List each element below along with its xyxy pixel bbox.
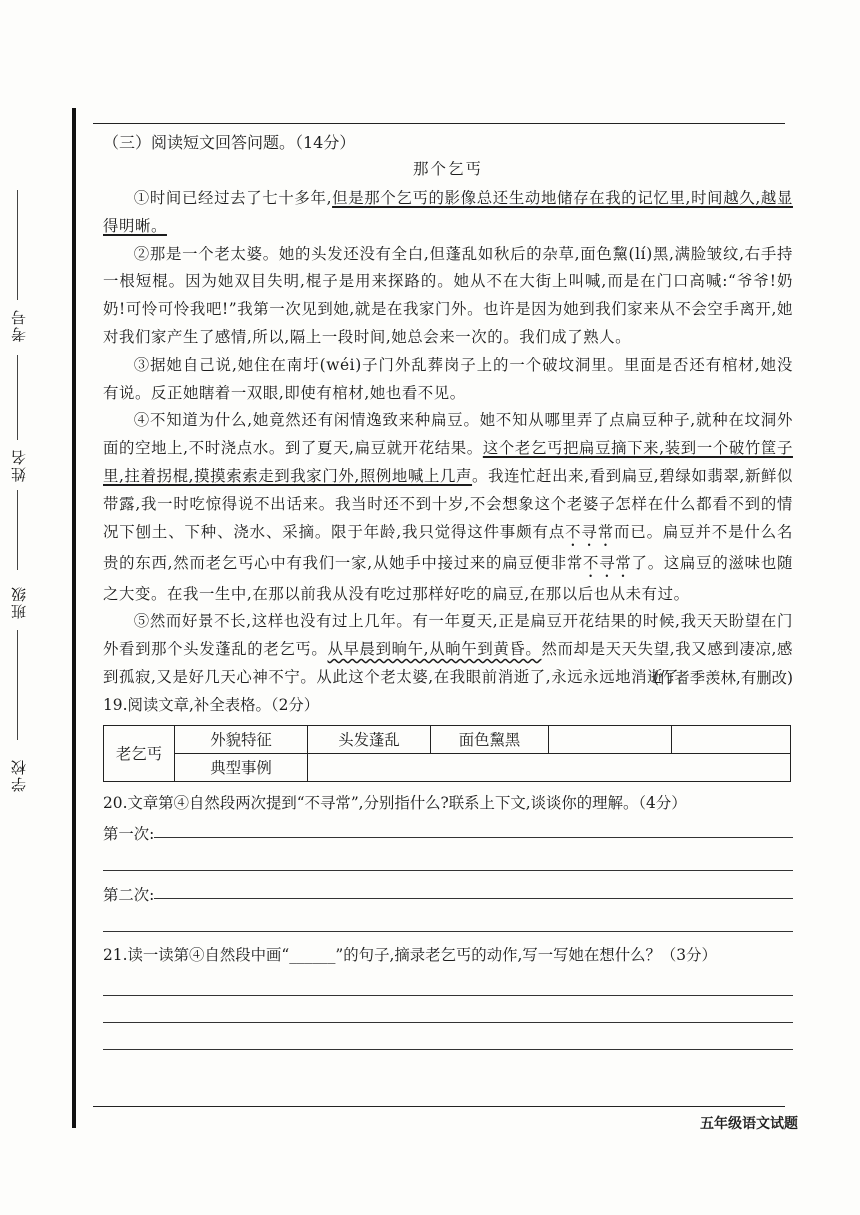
answer-line[interactable] — [103, 969, 793, 996]
name-label: 姓名 — [10, 448, 28, 482]
second-answer-line[interactable] — [154, 897, 793, 899]
answer-line[interactable] — [103, 905, 793, 932]
first-answer-row — [103, 817, 793, 844]
answer-cell-1[interactable] — [549, 725, 672, 753]
section-heading: （三）阅读短文回答问题。（14分） — [103, 133, 356, 152]
page-footer: 五年级语文试题 — [700, 1116, 798, 1132]
school-blank — [17, 630, 18, 740]
class-label: 班级 — [10, 585, 28, 619]
answer-line[interactable] — [103, 1023, 793, 1050]
second-answer-row — [103, 871, 793, 905]
question-21: 21.读一读第④自然段中画“______”的句子,摘录老乞丐的动作,写一写她在想什么？（3分） — [103, 945, 717, 964]
paragraph-2: ②那是一个老太婆。她的头发还没有全白,但蓬乱如秋后的杂草,面色黧(lí)黑,满脸皱纹,右手持一根短棍。因为她双目失明,棍子是用来探路的。她从不在大街上叫喊,而是在门口高喊:“爷爷!奶奶!可怜可怜我吧!”我第一次见到她,就是在我家门外。也许是因为她到我们家来从不会空手离开,她对我们家产生了感情,所以,隔上一段时间,她总会来一次的。我们成了熟人。 — [103, 244, 793, 346]
p1-text: ①时间已经过去了七十多年, — [133, 189, 333, 207]
appearance-label: 外貌特征 — [175, 725, 308, 753]
class-blank — [17, 490, 18, 570]
p4-dotted-2: 不寻常 — [583, 553, 632, 572]
p1-underlined: 但是那个乞丐的影像总还生动地储存在我的记忆里,时间越久,越显得明晰。 — [103, 189, 793, 235]
article-title: 那个乞丐 — [412, 160, 483, 178]
answer-cell-2[interactable] — [672, 725, 791, 753]
source-note: (作者季羡林,有删改) — [652, 668, 793, 687]
p4-text-a: ④不知道为什么,她竟然还有闲情逸致来种扁豆。她不知从哪里弄了点扁豆种子,就种在坟洞外面的空地上,不时浇点水。到了夏天,扁豆就开花结果。 — [103, 411, 793, 458]
paragraph-1 — [103, 185, 793, 241]
answer-line[interactable] — [103, 844, 793, 871]
first-label: 第一次: — [103, 824, 155, 843]
number-label: 考号 — [10, 308, 28, 342]
cell-face: 面色黧黑 — [431, 725, 549, 753]
table-row-header: 老乞丐 — [104, 725, 175, 781]
second-label: 第二次: — [103, 885, 155, 904]
p4-underlined: 这个老乞丐把扁豆摘下来,装到一个破竹筐子里,拄着拐棍,摸摸索索走到我家门外,照例地喊上几声 — [103, 439, 793, 485]
first-answer-line[interactable] — [154, 836, 793, 838]
reading-section — [103, 130, 793, 1050]
number-blank — [17, 190, 18, 300]
answer-line[interactable] — [103, 996, 793, 1023]
question-20: 20.文章第④自然段两次提到“不寻常”,分别指什么?联系上下文,谈谈你的理解。（4分） — [103, 793, 687, 812]
p4-text-e: 了。这扁豆的滋味也随之大变。在我一生中,在那以前我从没有吃过那样好吃的扁豆,在那以后也从未有过。 — [103, 553, 793, 603]
p5-wavy-underlined: 从早晨到晌午,从晌午到黄昏。 — [327, 640, 542, 659]
p4-text-c: 而已。扁豆并不是什么名贵的东西,然而老乞丐心中有我们一家,从她手中接过来的扁豆便非常 — [103, 522, 793, 572]
paragraph-4 — [103, 407, 793, 608]
school-label: 学校 — [10, 758, 28, 792]
q19-table — [103, 725, 791, 782]
name-blank — [17, 355, 18, 440]
p4-text-b: 。我连忙赶出来,看到扁豆,碧绿如翡翠,新鲜似带露,我一时吃惊得说不出话来。我当时还不到十岁,不会想象这个老婆子怎样在什么都看不到的情况下刨土、下种、浇水、采摘。限于年龄,我只觉得这件事颇有点 — [103, 466, 793, 541]
question-19: 19.阅读文章,补全表格。（2分） — [103, 695, 320, 714]
paragraph-3: ③据她自己说,她住在南圩(wéi)子门外乱葬岗子上的一个破坟洞里。里面是否还有棺材,她没有说。反正她瞎着一双眼,即使有棺材,她也看不见。 — [103, 355, 793, 402]
cell-hair: 头发蓬乱 — [308, 725, 431, 753]
p5-text-b: 然而却是天天失望,我又感到凄凉,感到孤寂,又是好几天心神不宁。从此这个老太婆,在我眼前消逝了,永远永远地消逝了。 — [103, 640, 794, 686]
answer-cell-3[interactable] — [308, 753, 791, 781]
typical-label: 典型事例 — [175, 753, 308, 781]
p5-text-a: ⑤然而好景不长,这样也没有过上几年。有一年夏天,正是扁豆开花结果的时候,我天天盼望在门外看到那个头发蓬乱的老乞丐。 — [103, 612, 793, 659]
binding-line — [72, 108, 76, 1128]
p4-dotted-1: 不寻常 — [565, 522, 615, 541]
